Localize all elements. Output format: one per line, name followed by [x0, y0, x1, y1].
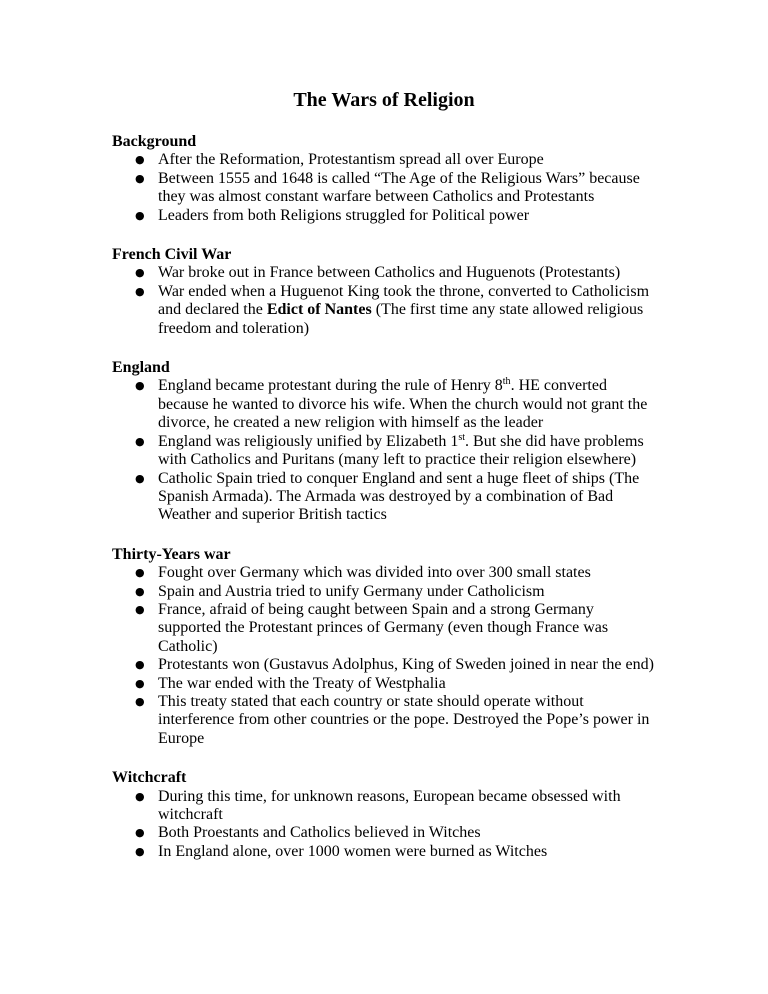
bullet-dot-icon: ●	[135, 844, 145, 858]
section-heading-french-civil-war: French Civil War	[112, 246, 232, 264]
document-title: The Wars of Religion	[293, 89, 475, 111]
list-item	[112, 675, 656, 693]
section-background	[112, 133, 656, 225]
list-item-text: War broke out in France between Catholics and Huguenots (Protestants)	[158, 264, 621, 282]
bullet-dot-icon: ●	[135, 208, 145, 222]
list-item	[112, 564, 656, 582]
ordinal-superscript: th	[502, 376, 511, 388]
list-item-text-before: England was religiously unified by Elizabeth 1	[158, 432, 459, 450]
list-item	[112, 583, 656, 601]
list-item	[112, 470, 656, 525]
bullet-list-england	[112, 377, 656, 524]
list-item	[112, 264, 656, 282]
list-item-text: During this time, for unknown reasons, European became obsessed with witchcraft	[158, 787, 621, 823]
bullet-dot-icon: ●	[135, 694, 145, 708]
bullet-dot-icon: ●	[135, 584, 145, 598]
list-item-text: Catholic Spain tried to conquer England and sent a huge fleet of ships (The Spanish Armada). The Armada was destroyed by a combination of Bad Weather and superior British tactics	[158, 469, 640, 524]
bullet-dot-icon: ●	[135, 153, 145, 167]
list-item-text-after: . But she did have problems with Catholics and Puritans (many left to practice their religion elsewhere)	[158, 432, 644, 469]
bullet-dot-icon: ●	[135, 284, 145, 298]
bullet-dot-icon: ●	[135, 434, 145, 448]
section-heading-england: England	[112, 359, 170, 377]
list-item-text: Protestants won (Gustavus Adolphus, King of Sweden joined in near the end)	[158, 656, 654, 674]
list-item-text: France, afraid of being caught between Spain and a strong Germany supported the Protestant princes of Germany (even though France was Catholic)	[158, 600, 609, 655]
section-french-civil-war	[112, 246, 656, 338]
list-item-text: Leaders from both Religions struggled for Political power	[158, 206, 530, 224]
section-heading-thirty-years-war: Thirty-Years war	[112, 545, 231, 563]
section-england	[112, 359, 656, 525]
list-item	[112, 824, 656, 842]
list-item-text: Fought over Germany which was divided into over 300 small states	[158, 564, 591, 582]
section-thirty-years-war	[112, 546, 656, 748]
bullet-dot-icon: ●	[135, 602, 145, 616]
ordinal-superscript: st	[458, 431, 466, 443]
section-heading-witchcraft: Witchcraft	[112, 769, 187, 787]
bullet-dot-icon: ●	[135, 658, 145, 672]
list-item-text: Between 1555 and 1648 is called “The Age of the Religious Wars” because they was almost constant warfare between Catholics and Protestants	[158, 169, 640, 206]
list-item	[112, 207, 656, 225]
list-item	[112, 377, 656, 432]
bullet-dot-icon: ●	[135, 171, 145, 185]
list-item-text-after: (The first time any state allowed religious freedom and toleration)	[158, 301, 644, 337]
bullet-dot-icon: ●	[135, 566, 145, 580]
bullet-dot-icon: ●	[135, 789, 145, 803]
list-item-text: After the Reformation, Protestantism spread all over Europe	[158, 151, 544, 169]
list-item	[112, 843, 656, 861]
list-item-text: Spain and Austria tried to unify Germany under Catholicism	[158, 582, 545, 600]
bullet-dot-icon: ●	[135, 471, 145, 485]
list-item-text	[158, 433, 644, 468]
section-witchcraft	[112, 769, 656, 861]
list-item	[112, 170, 656, 207]
list-item-text: The war ended with the Treaty of Westphalia	[158, 674, 446, 692]
bullet-dot-icon: ●	[135, 676, 145, 690]
list-item-text: This treaty stated that each country or state should operate without interference from other countries or the pope. Destroyed the Pope’s power in Europe	[158, 692, 650, 747]
list-item-text: Both Proestants and Catholics believed in Witches	[158, 824, 481, 842]
bullet-list-background	[112, 151, 656, 225]
bullet-list-witchcraft	[112, 788, 656, 862]
list-item	[112, 601, 656, 656]
list-item	[112, 283, 656, 338]
bullet-dot-icon: ●	[135, 379, 145, 393]
list-item	[112, 788, 656, 825]
bullet-list-french-civil-war	[112, 264, 656, 338]
bullet-list-thirty-years-war	[112, 564, 656, 748]
list-item	[112, 693, 656, 748]
list-item-text-before: England became protestant during the rule of Henry 8	[158, 377, 503, 395]
list-item	[112, 151, 656, 169]
edict-of-nantes-term: Edict of Nantes	[266, 301, 372, 319]
list-item-text: In England alone, over 1000 women were burned as Witches	[158, 842, 548, 860]
bullet-dot-icon: ●	[135, 266, 145, 280]
list-item-text-after: . HE converted because he wanted to divorce his wife. When the church would not grant the divorce, he created a new religion with himself as the leader	[158, 377, 648, 432]
list-item-text	[158, 377, 647, 431]
list-item-text	[158, 283, 649, 337]
section-heading-background: Background	[112, 133, 197, 150]
list-item-text-before: War ended when a Huguenot King took the throne, converted to Catholicism and declared the	[158, 282, 650, 319]
list-item	[112, 433, 656, 470]
bullet-dot-icon: ●	[135, 826, 145, 840]
list-item	[112, 656, 656, 674]
